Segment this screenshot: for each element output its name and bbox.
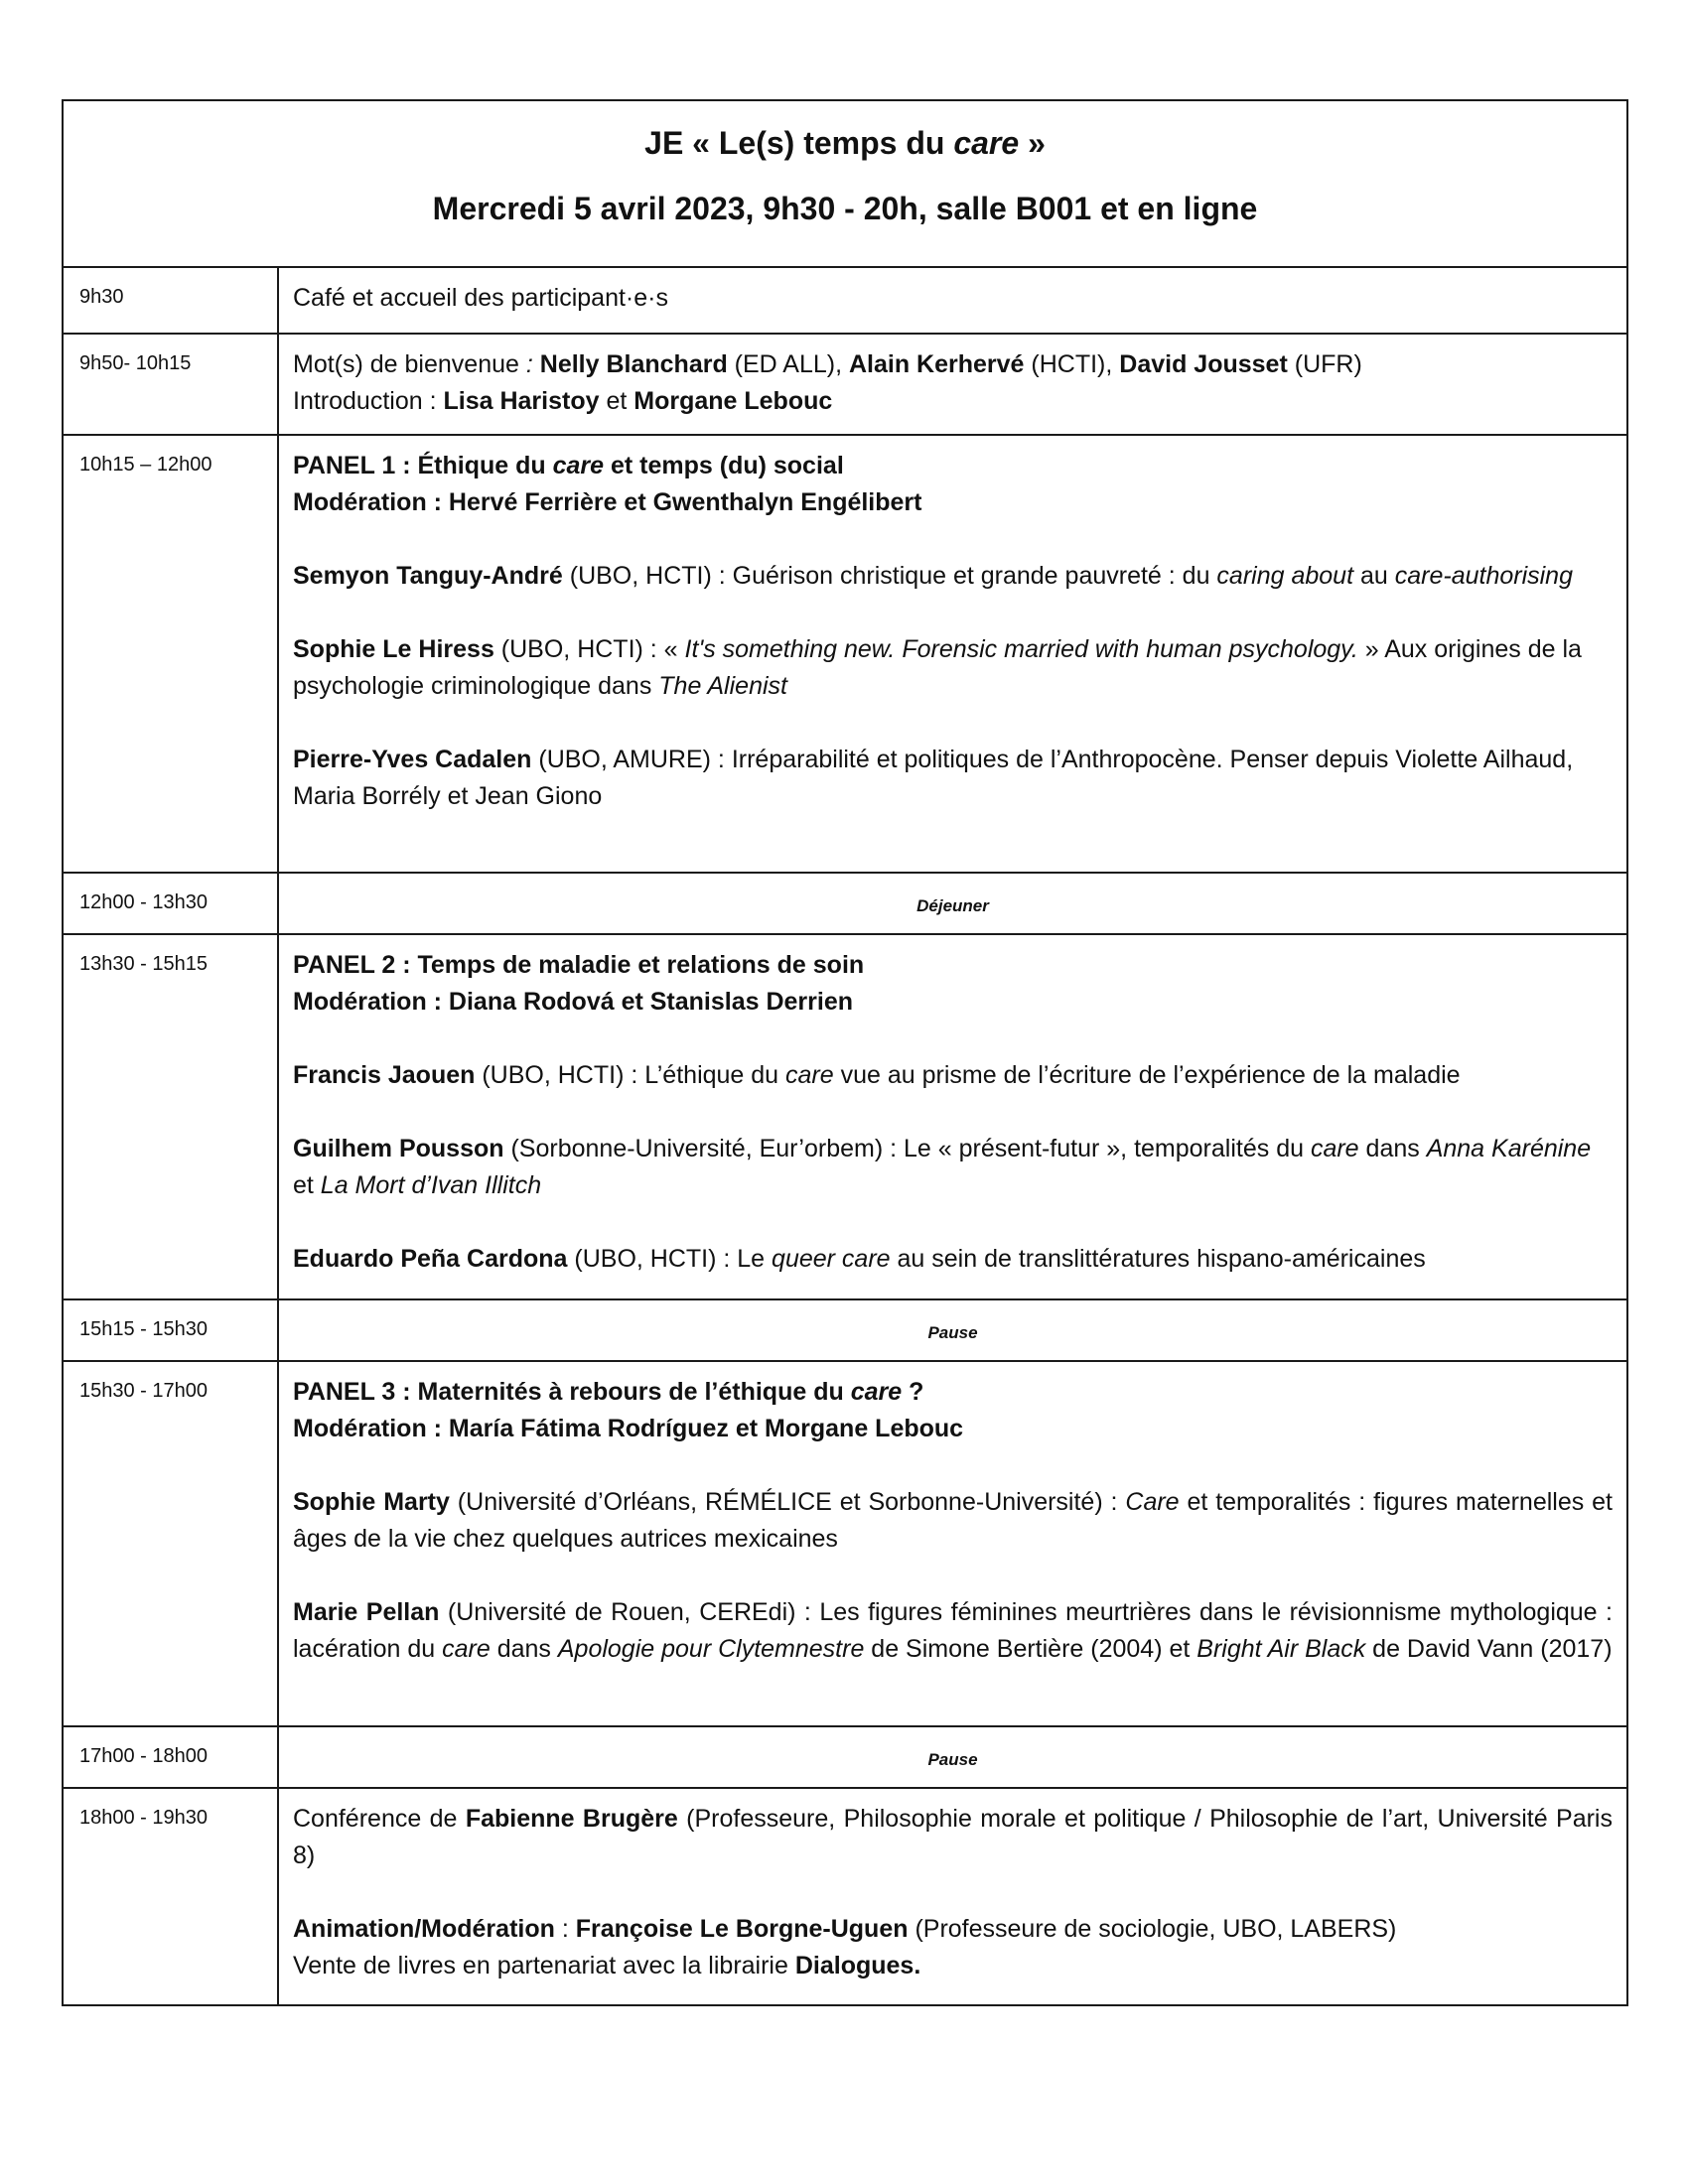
time-cell: 9h30 (64, 268, 278, 334)
break-label: Pause (278, 1299, 1626, 1361)
panel-moderation: Modération : María Fátima Rodríguez et Morgane Lebouc (293, 1415, 964, 1442)
schedule-table (64, 268, 1626, 2004)
welcome-line: Mot(s) de bienvenue : Nelly Blanchard (ED ALL), Alain Kerhervé (HCTI), David Jousset (UFR) (293, 350, 1362, 378)
time-cell: 13h30 - 15h15 (64, 934, 278, 1299)
intro-line: Introduction : Lisa Haristoy et Morgane Lebouc (293, 387, 833, 415)
panel-heading (293, 1374, 1613, 1447)
content-cell: Café et accueil des participant·e·s (293, 284, 668, 312)
content-cell (278, 934, 1626, 1299)
animation-block: Animation/Modération : Françoise Le Borgne-Uguen (Professeure de sociologie, UBO, LABERS) Vente de livres en partenariat avec la librairie Dialogues. (293, 1915, 1397, 1979)
time-cell: 15h15 - 15h30 (64, 1299, 278, 1361)
break-label: Déjeuner (278, 873, 1626, 934)
panel-title: PANEL 3 : Maternités à rebours de l’éthique du care ? (293, 1378, 924, 1406)
content-cell (278, 435, 1626, 873)
content-cell (278, 1788, 1626, 2004)
schedule-row-pause-1 (64, 1299, 1626, 1361)
time-cell: 10h15 – 12h00 (64, 435, 278, 873)
schedule-row-dejeuner (64, 873, 1626, 934)
talk: Semyon Tanguy-André (UBO, HCTI) : Guérison christique et grande pauvreté : du caring about au care-authorising (293, 562, 1573, 590)
talk: Guilhem Pousson (Sorbonne-Université, Eur’orbem) : Le « présent-futur », temporalités du care dans Anna Karénine et La Mort d’Ivan Illitch (293, 1135, 1592, 1199)
talk: Marie Pellan (Université de Rouen, CEREdi) : Les figures féminines meurtrières dans le révisionnisme mythologique : lacération du care dans Apologie pour Clytemnestre de Simone Bertière (2004) et Bright Air Black de David Vann (2017) (293, 1598, 1614, 1663)
schedule-row-conference (64, 1788, 1626, 2004)
schedule-row-panel-3 (64, 1361, 1626, 1726)
panel-heading (293, 448, 1613, 521)
time-cell: 9h50- 10h15 (64, 334, 278, 435)
talk: Sophie Marty (Université d’Orléans, RÉMÉLICE et Sorbonne-Université) : Care et temporalités : figures maternelles et âges de la vie chez quelques autrices mexicaines (293, 1488, 1613, 1553)
schedule-row-panel-1 (64, 435, 1626, 873)
talk: Pierre-Yves Cadalen (UBO, AMURE) : Irréparabilité et politiques de l’Anthropocène. Penser depuis Violette Ailhaud, Maria Borrély et Jean Giono (293, 746, 1574, 810)
talk: Eduardo Peña Cardona (UBO, HCTI) : Le queer care au sein de translittératures hispano-américaines (293, 1245, 1426, 1273)
time-cell: 12h00 - 13h30 (64, 873, 278, 934)
talk: Sophie Le Hiress (UBO, HCTI) : « It's something new. Forensic married with human psychology. » Aux origines de la psychologie criminologique dans The Alienist (293, 635, 1582, 700)
conference-line: Conférence de Fabienne Brugère (Professeure, Philosophie morale et politique / Philosophie de l’art, Université Paris 8) (293, 1805, 1613, 1869)
schedule-row-bienvenue (64, 334, 1626, 435)
panel-title: PANEL 1 : Éthique du care et temps (du) social (293, 452, 844, 479)
panel-moderation: Modération : Hervé Ferrière et Gwenthalyn Engélibert (293, 488, 922, 516)
content-cell (278, 334, 1626, 435)
schedule-row-pause-2 (64, 1726, 1626, 1788)
program-title: JE « Le(s) temps du care » (644, 125, 1046, 161)
panel-heading (293, 947, 1613, 1021)
program-frame (62, 99, 1628, 2006)
panel-title: PANEL 2 : Temps de maladie et relations de soin (293, 951, 865, 979)
time-cell: 15h30 - 17h00 (64, 1361, 278, 1726)
break-label: Pause (278, 1726, 1626, 1788)
content-cell (278, 1361, 1626, 1726)
talk: Francis Jaouen (UBO, HCTI) : L’éthique du care vue au prisme de l’écriture de l’expérience de la maladie (293, 1061, 1461, 1089)
time-cell: 18h00 - 19h30 (64, 1788, 278, 2004)
schedule-row-accueil (64, 268, 1626, 334)
program-header (64, 101, 1626, 268)
time-cell: 17h00 - 18h00 (64, 1726, 278, 1788)
panel-moderation: Modération : Diana Rodová et Stanislas Derrien (293, 988, 854, 1016)
program-subtitle: Mercredi 5 avril 2023, 9h30 - 20h, salle B001 et en ligne (432, 191, 1258, 226)
schedule-row-panel-2 (64, 934, 1626, 1299)
